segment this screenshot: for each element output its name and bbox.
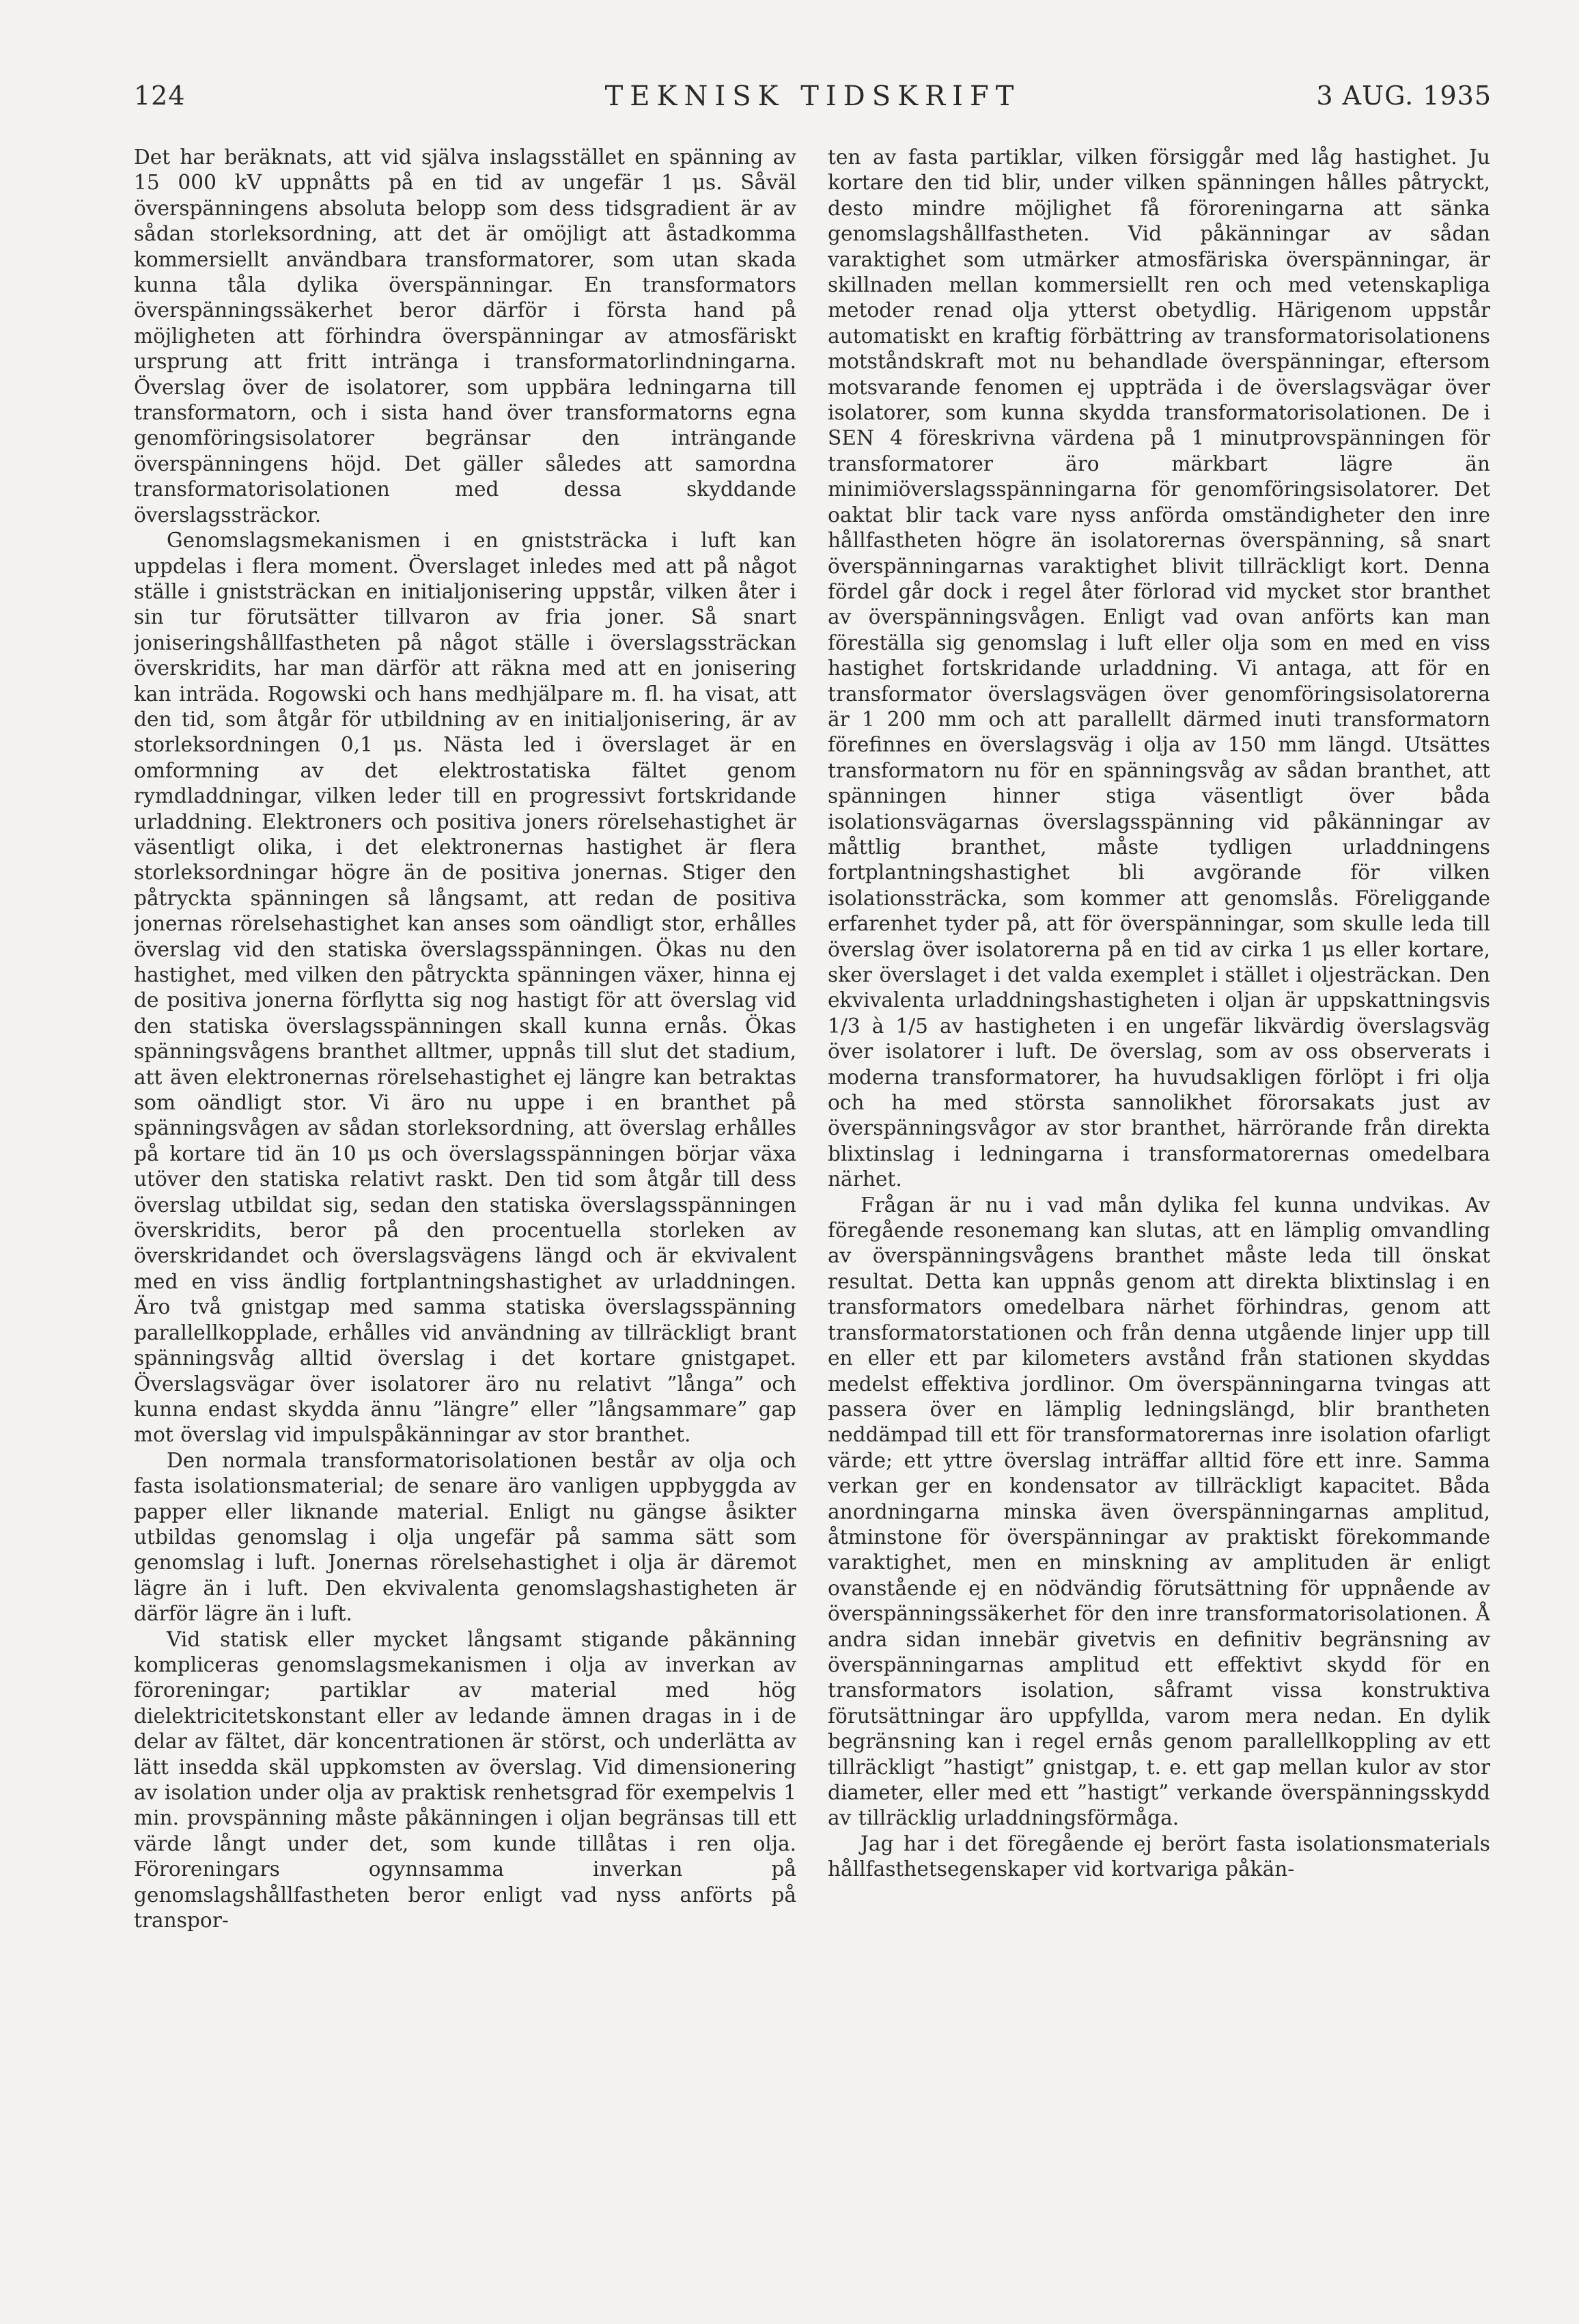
paragraph: Frågan är nu i vad mån dylika fel kunna undvikas. Av föregående resonemang kan slutas, att en lämplig omvandling av överspänningsvågens branthet måste leda till önskat resultat. Detta kan uppnås genom att direkta blixtinslag i en transformators omedelbara närhet förhindras, genom att transformatorstationen och från denna utgående linjer upp till en eller ett par kilometers avstånd från stationen skyddas medelst effektiva jordlinor. Om överspänningarna tvingas att passera över en lämplig ledningslängd, blir brantheten neddämpad till ett för transformatorernas inre isolation ofarligt värde; ett yttre överslag inträffar alltid före ett inre. Samma verkan ger en kondensator av tillräckligt kapacitet. Båda anordningarna minska även överspänningarnas amplitud, åtminstone för överspänningar av praktiskt förekommande varaktighet, men en minskning av amplituden är enligt ovanstående ej en nödvändig förutsättning för uppnående av överspänningssäkerhet för den inre transformatorisolationen. Å andra sidan innebär givetvis en definitiv begränsning av överspänningarnas amplitud ett effektivt skydd för en transformators isolation, såframt vissa konstruktiva förutsättningar äro uppfyllda, varom mera nedan. En dylik begränsning kan i regel ernås genom parallellkoppling av ett tillräckligt ”hastigt” gnistgap, t. e. ett gap mellan kulor av stor diameter, eller med ett ”hastigt” verkande överspänningsskydd av tillräcklig urladdningsförmåga. (828, 1193, 1490, 1830)
issue-date: 3 AUG. 1935 (1316, 81, 1492, 111)
paragraph: Jag har i det föregående ej berört fasta isolationsmaterials hållfasthetsegenskaper vid kortvariga påkän- (828, 1831, 1490, 1881)
paragraph: Det har beräknats, att vid själva inslagsstället en spänning av 15 000 kV uppnåtts på en tid av ungefär 1 μs. Såväl överspänningens absoluta belopp som dess tidsgradient är av sådan storleksordning, att det är omöjligt att åstadkomma kommersiellt användbara transformatorer, som utan skada kunna tåla dylika överspänningar. En transformators överspänningssäkerhet beror därför i första hand på möjligheten att förhindra överspänningar av atmosfäriskt ursprung att fritt inträngа i transformatorlindningarna. Överslag över de isolatorer, som uppbära ledningarna till transformatorn, och i sista hand över transformatorns egna genomföringsisolatorer begränsar den inträngande överspänningens höjd. Det gäller således att samordna transformatorisolationen med dessa skyddande överslagssträckor. (134, 146, 796, 527)
left-column (134, 145, 796, 2228)
page-number: 124 (134, 81, 186, 111)
page-header (134, 81, 1492, 128)
paragraph: Den normala transformatorisolationen består av olja och fasta isolationsmaterial; de senare äro vanligen uppbyggda av papper eller liknande material. Enligt nu gängse åsikter utbildas genomslag i olja ungefär på samma sätt som genomslag i luft. Jonernas rörelsehastighet i olja är däremot lägre än i luft. Den ekvivalenta genomslagshastigheten är därför lägre än i luft. (134, 1448, 796, 1626)
journal-title: TEKNISK TIDSKRIFT (604, 81, 1021, 112)
right-column (828, 145, 1490, 2228)
paragraph: ten av fasta partiklar, vilken försiggår med låg hastighet. Ju kortare den tid blir, under vilken spänningen hålles påtryckt, desto mindre möjlighet få föroreningarna att sänka genomslagshållfastheten. Vid påkänningar av sådan varaktighet som utmärker atmosfäriska överspänningar, är skillnaden mellan kommersiellt ren och med vetenskapliga metoder renad olja ytterst obetydlig. Härigenom uppstår automatiskt en kraftig förbättring av transformatorisolationens motståndskraft mot nu behandlade överspänningar, eftersom motsvarande fenomen ej uppträda i de överslagsvägar över isolatorer, som kunna skydda transformatorisolationen. De i SEN 4 föreskrivna värdena på 1 minutprovspänningen för transformatorer äro märkbart lägre än minimiöverslagsspänningarna för genomföringsisolatorer. Det oaktat blir tack vare nyss anförda omständigheter den inre hållfastheten högre än isolatorernas överspänning, så snart överspänningarnas varaktighet blivit tillräckligt kort. Denna fördel går dock i regel åter förlorad vid mycket stor branthet av överspänningsvågen. Enligt vad ovan anförts kan man föreställa sig genomslag i luft eller olja som en med en viss hastighet fortskridande urladdning. Vi antaga, att för en transformator överslagsvägen över genomföringsisolatorerna är 1 200 mm och att parallellt därmed inuti transformatorn förefinnes en överslagsväg i olja av 150 mm längd. Utsättes transformatorn nu för en spänningsvåg av sådan branthet, att spänningen hinner stiga väsentligt över båda isolationsvägarnas överslagsspänning vid påkänningar av måttlig branthet, måste tydligen urladdningens fortplantningshastighet bli avgörande för vilken isolationssträcka, som kommer att genomslås. Föreliggande erfarenhet tyder på, att för överspänningar, som skulle leda till överslag över isolatorerna på en tid av cirka 1 μs eller kortare, sker överslaget i det valda exemplet i stället i oljesträckan. Den ekvivalenta urladdningshastigheten i oljan är uppskattningsvis 1/3 à 1/5 av hastigheten i en ungefär likvärdig överslagsväg över isolatorer i luft. De överslag, som av oss observerats i moderna transformatorer, ha huvudsakligen förlöpt i fri olja och ha med största sannolikhet förorsakats just av överspänningsvågor av stor branthet, härrörande från direkta blixtinslag i ledningarna i transformatorernas omedelbara närhet. (828, 146, 1490, 1191)
paragraph: Vid statisk eller mycket långsamt stigande påkänning kompliceras genomslagsmekanismen i olja av inverkan av föroreningar; partiklar av material med hög dielektricitetskonstant eller av ledande ämnen dragas in i de delar av fältet, där koncentrationen är störst, och underlätta av lätt insedda skäl uppkomsten av överslag. Vid dimensionering av isolation under olja av praktisk renhetsgrad för exempelvis 1 min. provspänning måste påkänningen i oljan begränsas till ett värde långt under det, som kunde tillåtas i ren olja. Föroreningars ogynnsamma inverkan på genomslagshållfastheten beror enligt vad nyss anförts på transpor- (134, 1627, 796, 1933)
paragraph: Genomslagsmekanismen i en gniststräcka i luft kan uppdelas i flera moment. Överslaget inledes med att på något ställe i gniststräckan en initialjonisering uppstår, vilken åter i sin tur förutsätter tillvaron av fria joner. Så snart joniseringshållfastheten på något ställe i överslagssträckan överskridits, har man därför att räkna med att en jonisering kan inträda. Rogowski och hans medhjälpare m. fl. ha visat, att den tid, som åtgår för utbildning av en initialjonisering, är av storleksordningen 0,1 μs. Nästa led i överslaget är en omformning av det elektrostatiska fältet genom rymdladdningar, vilken leder till en progressivt fortskridande urladdning. Elektroners och positiva joners rörelsehastighet är väsentligt olika, i det elektronernas hastighet är flera storleksordningar högre än de positiva jonernas. Stiger den påtryckta spänningen så långsamt, att redan de positiva jonernas rörelsehastighet kan anses som oändligt stor, erhålles överslag vid den statiska överslagsspänningen. Ökas nu den hastighet, med vilken den påtryckta spänningen växer, hinna ej de positiva jonerna förflytta sig nog hastigt för att överslag vid den statiska överslagsspänningen skall kunna ernås. Ökas spänningsvågens branthet alltmer, uppnås till slut det stadium, att även elektronernas rörelsehastighet ej längre kan betraktas som oändligt stor. Vi äro nu uppe i en branthet på spänningsvågen av sådan storleksordning, att överslag erhålles på kortare tid än 10 μs och överslagsspänningen börjar växa utöver den statiska relativt raskt. Den tid som åtgår till dess överslag utbildat sig, sedan den statiska överslagsspänningen överskridits, beror på den procentuella storleken av överskridandet och överslagsvägens längd och är ekvivalent med en viss ändlig fortplantningshastighet av urladdningen. Äro två gnistgap med samma statiska överslagsspänning parallellkopplade, erhålles vid användning av tillräckligt brant spänningsvåg alltid överslag i det kortare gnistgapet. Överslagsvägar över isolatorer äro nu relativt ”långa” och kunna endast skydda ännu ”längre” eller ”långsammare” gap mot överslag vid impulspåkänningar av stor branthet. (134, 529, 796, 1447)
